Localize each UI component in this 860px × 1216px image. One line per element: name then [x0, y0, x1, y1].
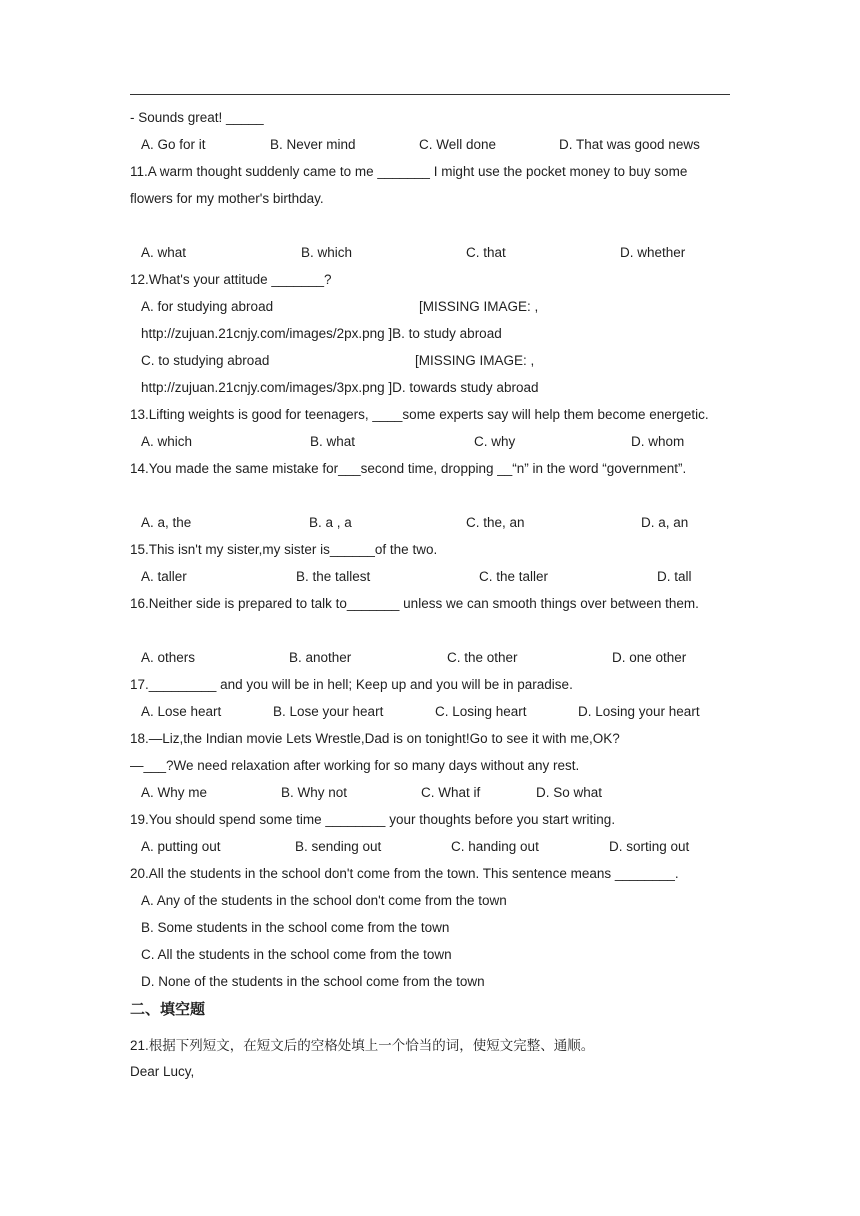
- q18-option-d: D. So what: [536, 785, 603, 800]
- q20-option-d: D. None of the students in the school come from the town: [141, 974, 485, 989]
- q13-option-b: B. what: [310, 434, 356, 449]
- q10-option-b: B. Never mind: [270, 137, 356, 152]
- q10-option-c: C. Well done: [419, 137, 497, 152]
- q11-option-d: D. whether: [620, 245, 686, 260]
- q13-option-a: A. which: [141, 434, 193, 449]
- q20-option-c: C. All the students in the school come from the town: [141, 947, 452, 962]
- q19-option-a: A. putting out: [141, 839, 221, 854]
- q18-stem-line2: —___?We need relaxation after working for so many days without any rest.: [130, 758, 580, 773]
- q14-option-b: B. a , a: [309, 515, 352, 530]
- q12-stem: 12.What's your attitude _______?: [130, 272, 332, 287]
- section-title: 二、填空题: [130, 1001, 206, 1018]
- q11-option-b: B. which: [301, 245, 353, 260]
- q17-option-b: B. Lose your heart: [273, 704, 384, 719]
- q20-option-b: B. Some students in the school come from the town: [141, 920, 450, 935]
- q19-stem: 19.You should spend some time ________ your thoughts before you start writing.: [130, 812, 616, 827]
- q12-missing-image-2: [MISSING IMAGE: ,: [415, 353, 535, 368]
- q16-option-a: A. others: [141, 650, 196, 665]
- q13-option-c: C. why: [474, 434, 516, 449]
- q11-option-a: A. what: [141, 245, 187, 260]
- q19-option-b: B. sending out: [295, 839, 382, 854]
- q11-stem-line2: flowers for my mother's birthday.: [130, 191, 324, 206]
- q14-option-d: D. a, an: [641, 515, 689, 530]
- q19-option-d: D. sorting out: [609, 839, 690, 854]
- q15-option-b: B. the tallest: [296, 569, 371, 584]
- q12-option-d-line: http://zujuan.21cnjy.com/images/3px.png ]D. towards study abroad: [141, 380, 539, 395]
- header-rule: [130, 94, 730, 95]
- q18-option-a: A. Why me: [141, 785, 208, 800]
- q18-option-c: C. What if: [421, 785, 481, 800]
- q12-missing-image-1: [MISSING IMAGE: ,: [419, 299, 539, 314]
- q11-option-c: C. that: [466, 245, 506, 260]
- q16-option-d: D. one other: [612, 650, 687, 665]
- q15-option-a: A. taller: [141, 569, 187, 584]
- q16-option-b: B. another: [289, 650, 352, 665]
- q17-option-c: C. Losing heart: [435, 704, 527, 719]
- q18-stem-line1: 18.—Liz,the Indian movie Lets Wrestle,Dad is on tonight!Go to see it with me,OK?: [130, 731, 620, 746]
- q16-stem: 16.Neither side is prepared to talk to_______ unless we can smooth things over between them.: [130, 596, 699, 611]
- q12-option-a: A. for studying abroad: [141, 299, 274, 314]
- q19-option-c: C. handing out: [451, 839, 539, 854]
- q13-option-d: D. whom: [631, 434, 685, 449]
- q18-option-b: B. Why not: [281, 785, 348, 800]
- q14-option-c: C. the, an: [466, 515, 525, 530]
- q11-stem-line1: 11.A warm thought suddenly came to me _______ I might use the pocket money to buy some: [130, 164, 688, 179]
- q20-stem: 20.All the students in the school don't come from the town. This sentence means ________.: [130, 866, 679, 881]
- q12-option-c: C. to studying abroad: [141, 353, 270, 368]
- q20-option-a: A. Any of the students in the school don't come from the town: [141, 893, 507, 908]
- q15-option-c: C. the taller: [479, 569, 549, 584]
- q14-option-a: A. a, the: [141, 515, 192, 530]
- q14-stem: 14.You made the same mistake for___second time, dropping __“n” in the word “government”.: [130, 461, 687, 476]
- q17-option-d: D. Losing your heart: [578, 704, 700, 719]
- q21-stem: 21.根据下列短文，在短文后的空格处填上一个恰当的词，使短文完整、通顺。: [130, 1038, 595, 1053]
- q13-stem: 13.Lifting weights is good for teenagers, ____some experts say will help them become energetic.: [130, 407, 709, 422]
- q15-option-d: D. tall: [657, 569, 692, 584]
- q10-option-a: A. Go for it: [141, 137, 206, 152]
- q15-stem: 15.This isn't my sister,my sister is______of the two.: [130, 542, 438, 557]
- q16-option-c: C. the other: [447, 650, 518, 665]
- q17-option-a: A. Lose heart: [141, 704, 222, 719]
- q17-stem: 17._________ and you will be in hell; Keep up and you will be in paradise.: [130, 677, 573, 692]
- q12-option-b-line: http://zujuan.21cnjy.com/images/2px.png ]B. to study abroad: [141, 326, 502, 341]
- q10-stem: - Sounds great! _____: [130, 110, 264, 125]
- q10-option-d: D. That was good news: [559, 137, 700, 152]
- q21-greeting: Dear Lucy,: [130, 1064, 195, 1079]
